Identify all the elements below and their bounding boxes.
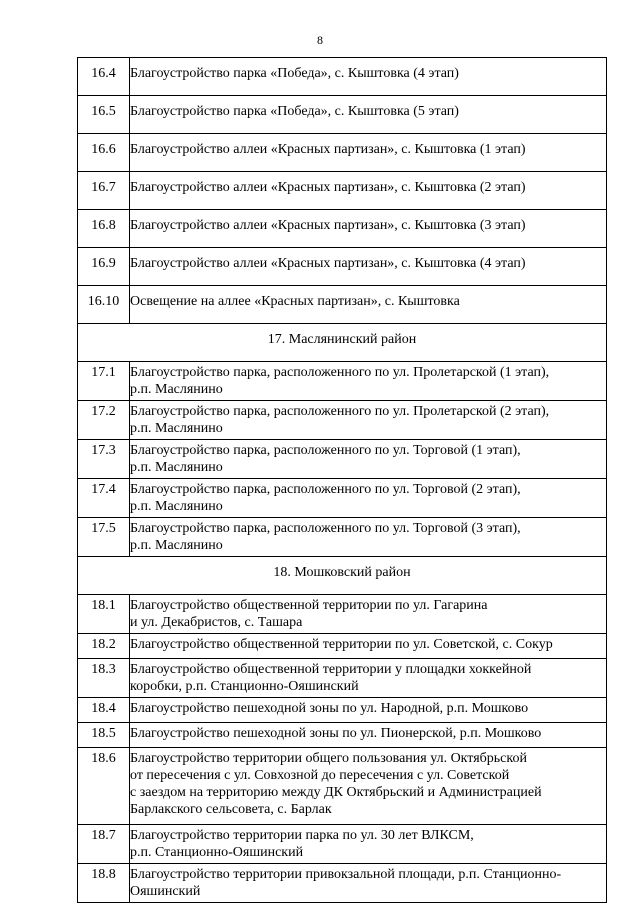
item-number: 17.5	[78, 518, 130, 557]
description-line: и ул. Декабристов, с. Ташара	[130, 615, 303, 630]
table-row	[78, 864, 607, 903]
description-line: Благоустройство аллеи «Красных партизан», с. Кыштовка (4 этап)	[130, 256, 526, 271]
table-row	[78, 248, 607, 286]
item-description	[130, 362, 607, 401]
description-line: Благоустройство пешеходной зоны по ул. Пионерской, р.п. Мошково	[130, 726, 542, 741]
item-description	[130, 479, 607, 518]
item-number: 18.5	[78, 723, 130, 748]
item-number: 16.8	[78, 210, 130, 248]
table-row	[78, 748, 607, 825]
item-description	[130, 748, 607, 825]
description-line: Благоустройство парка, расположенного по ул. Пролетарской (2 этап),	[130, 404, 550, 419]
description-line: Благоустройство парка, расположенного по ул. Торговой (3 этап),	[130, 521, 521, 536]
table-row	[78, 96, 607, 134]
item-description	[130, 864, 607, 903]
description-line: Благоустройство парка, расположенного по ул. Торговой (2 этап),	[130, 482, 521, 497]
description-line: Благоустройство территории общего пользования ул. Октябрьской	[130, 751, 527, 766]
description-line: р.п. Маслянино	[130, 538, 223, 553]
table-row	[78, 286, 607, 324]
item-number: 17.4	[78, 479, 130, 518]
item-number: 16.5	[78, 96, 130, 134]
description-line: Благоустройство общественной территории у площадки хоккейной	[130, 662, 532, 677]
description-line: р.п. Станционно-Ояшинский	[130, 845, 304, 860]
item-number: 18.3	[78, 659, 130, 698]
table-row	[78, 172, 607, 210]
item-number: 17.3	[78, 440, 130, 479]
item-description	[130, 634, 607, 659]
item-description	[130, 723, 607, 748]
description-line: р.п. Маслянино	[130, 499, 223, 514]
description-line: Освещение на аллее «Красных партизан», с. Кыштовка	[130, 294, 460, 309]
description-line: Благоустройство парка «Победа», с. Кыштовка (4 этап)	[130, 66, 459, 81]
table-row	[78, 58, 607, 96]
description-line: р.п. Маслянино	[130, 382, 223, 397]
item-description	[130, 172, 607, 210]
item-description	[130, 210, 607, 248]
table-row	[78, 210, 607, 248]
district-section-title: 17. Маслянинский район	[78, 324, 607, 362]
district-section-title: 18. Мошковский район	[78, 557, 607, 595]
item-description	[130, 96, 607, 134]
table-row	[78, 634, 607, 659]
item-description	[130, 440, 607, 479]
description-line: Ояшинский	[130, 884, 201, 899]
item-number: 18.7	[78, 825, 130, 864]
table-row	[78, 825, 607, 864]
item-description	[130, 58, 607, 96]
table-row	[78, 479, 607, 518]
page-number: 8	[317, 33, 323, 47]
item-description	[130, 595, 607, 634]
item-description	[130, 825, 607, 864]
district-section-row	[78, 324, 607, 362]
description-line: Благоустройство общественной территории по ул. Гагарина	[130, 598, 488, 613]
item-number: 17.1	[78, 362, 130, 401]
description-line: р.п. Маслянино	[130, 421, 223, 436]
description-line: Благоустройство парка, расположенного по ул. Пролетарской (1 этап),	[130, 365, 550, 380]
table-row	[78, 723, 607, 748]
description-line: Благоустройство общественной территории по ул. Советской, с. Сокур	[130, 637, 553, 652]
item-description	[130, 698, 607, 723]
table-row	[78, 698, 607, 723]
item-number: 16.9	[78, 248, 130, 286]
item-number: 17.2	[78, 401, 130, 440]
table-row	[78, 134, 607, 172]
district-section-row	[78, 557, 607, 595]
item-number: 16.7	[78, 172, 130, 210]
description-line: Благоустройство парка, расположенного по ул. Торговой (1 этап),	[130, 443, 521, 458]
item-number: 16.10	[78, 286, 130, 324]
item-description	[130, 659, 607, 698]
description-line: Благоустройство территории парка по ул. 30 лет ВЛКСМ,	[130, 828, 474, 843]
item-number: 16.6	[78, 134, 130, 172]
item-number: 18.1	[78, 595, 130, 634]
description-line: с заездом на территорию между ДК Октябрьский и Администрацией	[130, 785, 542, 800]
description-line: Барлакского сельсовета, с. Барлак	[130, 802, 332, 817]
item-number: 16.4	[78, 58, 130, 96]
item-number: 18.6	[78, 748, 130, 825]
description-line: Благоустройство пешеходной зоны по ул. Народной, р.п. Мошково	[130, 701, 529, 716]
item-number: 18.2	[78, 634, 130, 659]
item-description	[130, 286, 607, 324]
table-row	[78, 518, 607, 557]
description-line: коробки, р.п. Станционно-Ояшинский	[130, 679, 359, 694]
table-row	[78, 401, 607, 440]
description-line: Благоустройство аллеи «Красных партизан», с. Кыштовка (1 этап)	[130, 142, 526, 157]
description-line: Благоустройство аллеи «Красных партизан», с. Кыштовка (2 этап)	[130, 180, 526, 195]
improvement-projects-table	[77, 57, 607, 903]
description-line: от пересечения с ул. Совхозной до пересечения с ул. Советской	[130, 768, 510, 783]
item-description	[130, 134, 607, 172]
description-line: Благоустройство аллеи «Красных партизан», с. Кыштовка (3 этап)	[130, 218, 526, 233]
item-description	[130, 401, 607, 440]
table-row	[78, 659, 607, 698]
table-row	[78, 595, 607, 634]
description-line: Благоустройство территории привокзальной площади, р.п. Станционно-	[130, 867, 562, 882]
table-row	[78, 440, 607, 479]
item-description	[130, 248, 607, 286]
item-number: 18.8	[78, 864, 130, 903]
description-line: Благоустройство парка «Победа», с. Кыштовка (5 этап)	[130, 104, 459, 119]
item-description	[130, 518, 607, 557]
item-number: 18.4	[78, 698, 130, 723]
table-row	[78, 362, 607, 401]
description-line: р.п. Маслянино	[130, 460, 223, 475]
